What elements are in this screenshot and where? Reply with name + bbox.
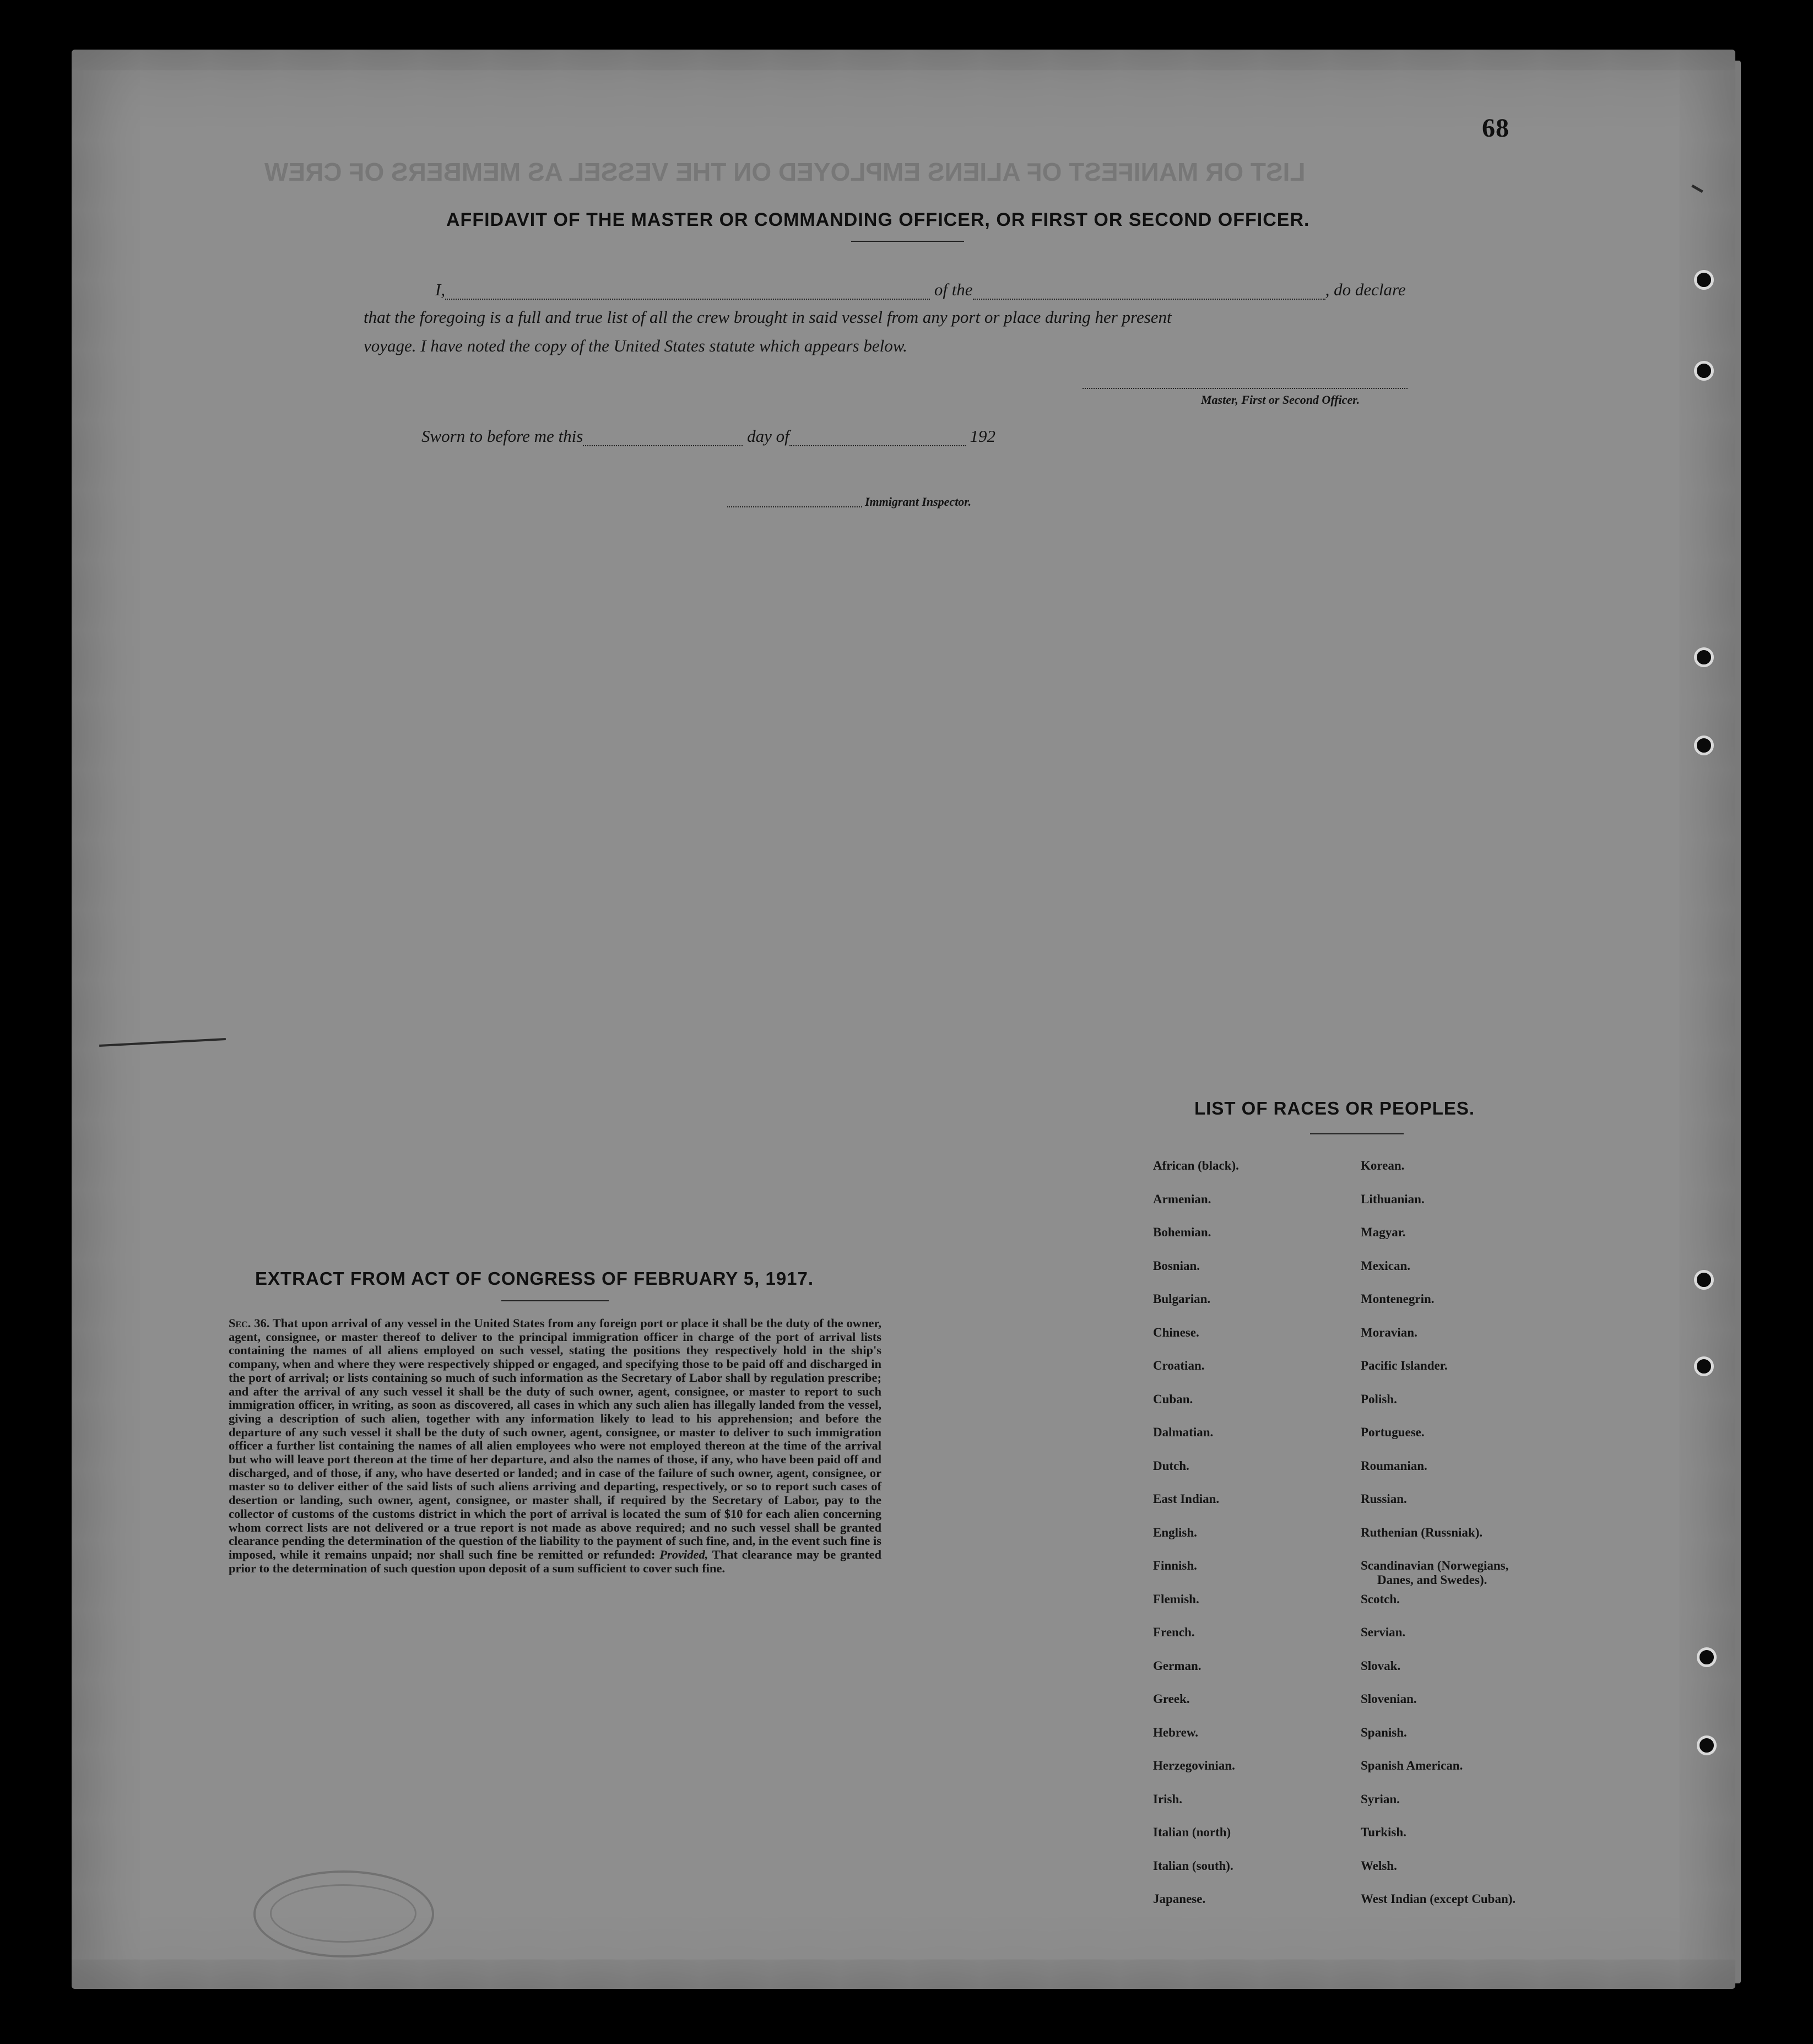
race-item: Italian (north) [1153, 1825, 1231, 1839]
binder-hole [1694, 647, 1714, 667]
race-item: Bohemian. [1153, 1225, 1211, 1239]
race-item: Italian (south). [1153, 1858, 1233, 1873]
race-item: Syrian. [1361, 1792, 1400, 1806]
race-item: Slovenian. [1361, 1692, 1417, 1706]
affidavit-title: AFFIDAVIT OF THE MASTER OR COMMANDING OFFICER, OR FIRST OR SECOND OFFICER. [446, 209, 1310, 230]
race-item: Servian. [1361, 1625, 1406, 1639]
race-item: Herzegovinian. [1153, 1759, 1235, 1772]
race-item: Slovak. [1361, 1658, 1401, 1673]
binder-hole [1694, 1270, 1714, 1290]
races-title: LIST OF RACES OR PEOPLES. [1194, 1098, 1475, 1118]
extract-body: Sec. 36. That upon arrival of any vessel in the United States from any foreign port or place it shall be the duty of the owner, agent, consignee, or master thereof to deliver to the principal immigration officer in charge of the port of arrival lists containing the names of all aliens employed on such vessel, stating the positions they respectively hold in the ship's company, when and where they were respectively shipped or engaged, and specifying those to be paid off and discharged in the port of arrival; or lists containing so much of such information as the Secretary of Labor shall by regulation prescribe; and after the arrival of any such vessel it shall be the duty of such owner, agent, consignee, or master to report to such immigration officer, in writing, as soon as discovered, all cases in which any such alien has illegally landed from the vessel, giving a description of such alien, together with any information likely to lead to his apprehension; and before the departure of any such vessel it shall be the duty of such owner, agent, consignee, or master to deliver to such immigration officer a further list containing the names of all alien employees who were not employed thereon at the time of the arrival but who will leave port thereon at the time of her departure, and also the names of those, if any, who have been paid off and discharged, and of those, if any, who have deserted or landed; and in case of the failure of such owner, agent, consignee, or master so to deliver either of the said lists of such aliens arriving and departing, respectively, or so to report such cases of desertion or landing, such owner, agent, consignee, or master shall, if required by the Secretary of Labor, pay to the collector of customs of the customs district in which the port of arrival is located the sum of $10 for each alien concerning whom correct lists are not delivered or a true report is not made as above required; and no such vessel shall be granted clearance pending the determination of the question of the liability to the payment of such fine, and, in the event such fine is imposed, while it remains unpaid; nor shall such fine be remitted or refunded: Provided, That clearance may be granted prior to the determination of such question upon deposit of a sum sufficient to cover such fine. [229, 1316, 882, 1575]
race-item: Finnish. [1153, 1559, 1197, 1572]
race-item: Montenegrin. [1361, 1292, 1435, 1306]
master-label: Master, First or Second Officer. [1201, 393, 1360, 407]
race-item: Turkish. [1361, 1825, 1406, 1839]
extract-title-rule [501, 1300, 609, 1301]
race-item: Welsh. [1361, 1858, 1397, 1873]
binder-hole [1694, 736, 1714, 755]
races-left-column [1153, 1159, 1239, 1926]
race-item: Dutch. [1153, 1458, 1189, 1473]
affidavit-line-2: that the foregoing is a full and true list of all the crew brought in said vessel from any port or place during her present [364, 307, 1172, 327]
race-item: Roumanian. [1361, 1458, 1427, 1473]
extract-title: EXTRACT FROM ACT OF CONGRESS OF FEBRUARY 5, 1917. [255, 1268, 814, 1289]
race-item: Hebrew. [1153, 1725, 1198, 1739]
race-item: Korean. [1361, 1159, 1405, 1172]
race-item: Flemish. [1153, 1592, 1199, 1606]
races-right-column [1361, 1159, 1516, 1926]
binder-hole [1697, 1735, 1717, 1755]
race-item: African (black). [1153, 1159, 1239, 1172]
inspector-signature-line [727, 506, 862, 507]
inspector-label: Immigrant Inspector. [865, 495, 972, 509]
race-item [1361, 1559, 1516, 1592]
section-label: Sec. 36. [229, 1316, 270, 1330]
ghost-header: LIST OR MANIFEST OF ALIENS EMPLOYED ON THE VESSEL AS MEMBERS OF CREW [264, 158, 1306, 186]
race-item: Portuguese. [1361, 1425, 1425, 1439]
race-item: French. [1153, 1625, 1195, 1639]
race-item: Moravian. [1361, 1325, 1417, 1339]
race-item: Irish. [1153, 1792, 1183, 1806]
master-signature-line [1083, 387, 1408, 389]
race-item: Mexican. [1361, 1258, 1411, 1273]
race-item: Pacific Islander. [1361, 1359, 1448, 1372]
race-item: English. [1153, 1525, 1197, 1539]
race-item: Russian. [1361, 1492, 1407, 1506]
binder-hole [1694, 361, 1714, 381]
race-item: Japanese. [1153, 1892, 1206, 1906]
affidavit-title-rule [851, 241, 964, 242]
race-item: Dalmatian. [1153, 1425, 1214, 1439]
race-item: Chinese. [1153, 1325, 1199, 1339]
race-item: Greek. [1153, 1692, 1190, 1706]
race-item: Scotch. [1361, 1592, 1400, 1606]
affidavit-line-1: I, of the , do declare [435, 280, 1406, 299]
race-item: Cuban. [1153, 1392, 1193, 1406]
faded-stamp-inner [270, 1884, 416, 1943]
binder-hole [1694, 1356, 1714, 1376]
race-item: Bosnian. [1153, 1258, 1200, 1273]
binder-hole [1694, 270, 1714, 290]
race-item: Ruthenian (Russniak). [1361, 1525, 1483, 1539]
race-item-scandinavian: Scandinavian (Norwegians, [1361, 1559, 1509, 1572]
race-item: Spanish American. [1361, 1759, 1463, 1772]
binder-hole [1697, 1647, 1717, 1667]
race-item: Lithuanian. [1361, 1192, 1425, 1206]
race-item: Spanish. [1361, 1725, 1407, 1739]
proviso-label: Provided, [659, 1547, 708, 1561]
race-item: Croatian. [1153, 1359, 1205, 1372]
race-item: Magyar. [1361, 1225, 1406, 1239]
race-item: Bulgarian. [1153, 1292, 1211, 1306]
race-item: Polish. [1361, 1392, 1397, 1406]
race-item: German. [1153, 1658, 1202, 1673]
race-item: West Indian (except Cuban). [1361, 1892, 1516, 1906]
race-item-continuation: Danes, and Swedes). [1377, 1573, 1487, 1587]
race-item: East Indian. [1153, 1492, 1220, 1506]
race-item: Armenian. [1153, 1192, 1211, 1206]
affidavit-line-3: voyage. I have noted the copy of the United States statute which appears below. [364, 336, 907, 355]
page-number-mark: 68 [1482, 113, 1509, 143]
sworn-line: Sworn to before me this day of 192 [421, 426, 995, 446]
races-title-rule [1310, 1133, 1404, 1134]
